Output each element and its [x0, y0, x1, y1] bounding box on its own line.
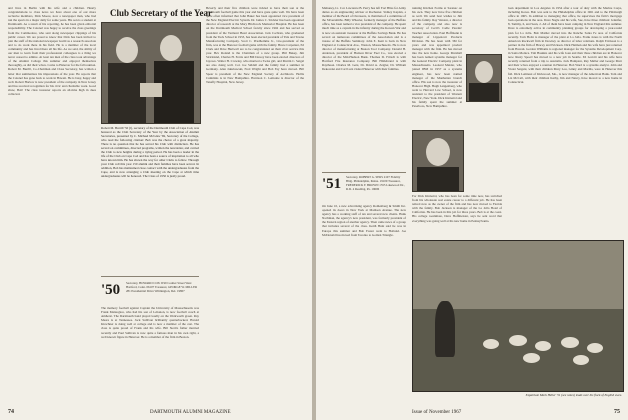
right-col-3 [508, 6, 622, 234]
left-col-2-bottom [101, 306, 199, 402]
left-page-number: 74 [8, 409, 14, 415]
club-secretary-photo [101, 22, 201, 124]
right-col-1-bottom [322, 204, 406, 402]
class-year-51: '51 [322, 176, 342, 192]
portrait-photo-2 [412, 130, 464, 192]
left-col-2-caption [101, 126, 199, 274]
right-col-1-bottom-text: On June 10, a new advertising agency Rothenberg & Smith Inc. opened its doors in New York at Madison Avenue. The new agency has a working staff of ten and several new clients. Hank Nachman, the agency's new president, was formerly president of the Eastern region of another agency. Then came news of a group that includes several of the class. Keith Hunt said he was in Europe this summer and Bob Foster went to Holland. Joe McDonald has moved from Toronto to Golden Triangle. [322, 204, 406, 237]
right-col-3-text: loan department in Los Angeles in 1954 after a tour of duty with the Marine Corps, including Korea. Bob was sent to the Philadelphia office in 1961 and to the Pittsburgh office in 1965. In addition to managing that office, he supervises the firm's mortgage loan operations in the area. Dave Nagle and his wife, Sue, have three children: Jennifer, 8, Tommy, 6, and Sean, 2. All of them have been camping in New England this summer. Dave is extremely active in community planning groups for developing a year-round plan for La Jolla. Bob Mather moved into the Rancho Santa Fe area of California recently. Tom Holtz is manager of the plant at La Jolla. Frank Jones is with the North American Rockwell firm in Downey as director of labor relations. Ralph Erickson is a partner in the firm of Bracey and Erickson. Dick Heiman and his wife have just returned from Hawaii. Gordon Williams is regional manager for the Systems Development Corp. in Santa Monica. Tim Haskins and his wife Joan and their three children are in Hanover now. Rusty Spoerl has moved to a new job in Seattle. Ed Leavitt and his wife have recently returned from a trip to Australia. Jack Hampton, Ray Maller and George Marr and their wives enjoyed a reunion in Hanover. Bob Ward is a systems analyst. John and Violet Sargent, with their children Mary Lou, Ginny and Martha, were in Hanover this fall. Dick Lemieux of Kirkwood, Mo., is now manager of the American Bank. Tom and Liz McCall, with their children Kathy, Jim and Nancy, have moved to a new home in Connecticut. [508, 6, 622, 84]
right-col-2-top [412, 6, 462, 126]
right-page-number: 75 [614, 409, 620, 415]
sheep-photo [412, 240, 624, 392]
right-col-2-bottom-text: For Dick Kinnaird, who has been for some time now, has switched from his wholesale real estate career to a different job. He has been retired now as the owner of the firm and has now moved to Florida with the family. Bob Jackson is manager of the La Jolla Hotel of California. He has been in this job for three years. Bob is at the coast. His college roommate, Dave Hoffmeister, says he sent word that everything was going well at his new home in Pennsylvania. [412, 194, 502, 223]
left-col-1-text: and lives in Berlin with his wife and a children. Hearty congratulations to class news we have about one of our more reclusive members, Dick Moore, now a newspaper man, who had run the sports in a major daily for some years. His son is a student at Dartmouth. As a result of his reporting, he has been given editorial responsibility. The Colonel was happy to receive the class greetings from the Commodore, who sent along newspaper clippings of his public career. We are proud to know that Dick has been invited to join the staff of the national newspaper Guild as a research associate and to do work there in his field. He is a member of the local community and has lived there all his life. As we said, the ability of our men to learn from their professional colleagues is a thing we never ceased to admire. At least ten men of the class took advantage of the Alumni College this summer and enjoyed themselves thoroughly, as did their wives. Come to Hanover for the fall reunion. Robert M. Burrill, Co-Chairman and Class Secretary, has written a letter that summarizes his impressions of the year. He reports that the Colonel has gone back to work in Hawaii. He is busy, happy and well. Robert Harlow is now president of the company in New Jersey and has received recognition for his civic and charitable work. Good show, Bob! The class treasurer reports an all-time high in dues collected. [8, 6, 96, 96]
left-col-3-text: Beverly and their five children were tickled to have their son at the Dartmouth football game this year and have gone quite well. We have been quite often informed that John Baker has been appointed vice president of the New England Electric System. Dr. James C. Stickler has been appointed director of research at the Mary Hitchcock Memorial Hospital. He has been on the Dartmouth Medical School faculty since 1962 and has served as president of the Vermont Heart Association. Jack Cochran, who graduated from the Tuck School in 1953, has been elected president of Yale and Towne Manufacturing Company. Scott C. Prudhomme Jr., vice-president of the firm, was at the Hanover football game with the family. Bruce Carpenter, Ed Clark and Dave Hartwell are to be congratulated on their civic service this year. Bev Roland is the Chairman of a new group. Phil Bakey, Jim Strickland, Charles H. Ferris and Bill Dewey have been elected directors of Jaycees. Walter H. Crowley, who married a Swiss girl, and Martin C. Seigal are also doing well. Col. Joe Siddall and the family had a summer in Germany. Alan Jakubowski, Fred Wright and Bob Fay have moved. Bill Spear is president of the New England Society of Architects. Hollis Cummins is in New Hampshire. Harrison C. Lemoine is director of the Tenafly Hospital, New Jersey. [206, 6, 304, 84]
right-col-2-text: running Kitchen Forms at Saranac on his own. They now have five children as well. We send best wishes to Jim and his family. Ray Weston, a director of the company and also now is secretary of Cecil's Cadle Parents' Teacher Association. Paul Hoffmann is manager of Lippencott Products Division. He has been with 3M for years and was appointed product manager with the firm. He has moved into the new home. George Marshall has been named systems manager for the General Electric Company plant in Massachusetts. Leonard Maider, who joined IBM in 1957 as a systems engineer, has now been named manager of the Manhattan branch office. His son is now the treasurer of Hanover High. Hugh Langenberg, who went to Harvard Law School, is now assistant to the president of Western Electric, New York. Dick Kinnaird and his family spent the summer at Peterboro, New Hampshire. [412, 6, 462, 109]
class-year-50: '50 [101, 282, 121, 298]
left-page [0, 0, 312, 420]
portrait-photo-1 [466, 54, 502, 102]
right-page [316, 0, 628, 420]
right-col-2-mid [412, 194, 502, 234]
class-51-secretary: Secretary, ROBERT G. SERS 2107 Fidelity Bldg. Philadelphia, Penna. 19109 Treasurer, FREDERICK F. BROWN 1555 Lakewood Dr., R.D. 4 Reading, Pa. 19606 [346, 176, 405, 191]
left-col-3 [206, 6, 304, 402]
club-secretary-caption: Robert M. Burrill '50 (l), secretary of the Dartmouth Club of Cape Cod, was honored as the Club Secretary of the Year by the Association of Alumni Secretaries, presented by C. Michael McGlaw '69, Secretary of the College, who read the following citation: Bob was the choice of a great majority. There is no question that he has served his Club with distinction. He has served on committees, directed programs, written the newsletter, and carried the Club to new heights during a trying period. He has been a leader in the life of the Club on Cape Cod and has been a source of inspiration to all who have known him. He has shown the way for other Clubs to follow. Through your Club roll this year 150 alumni and their families have been served. In addition, Bob has maintained close contact with the undergraduates from the Cape, and is now arranging a Club meeting on the Cape at which time undergraduates will be honored. The Class of 1950 is justly proud. [101, 126, 199, 178]
right-col-1-text: Mahoney, Lt. Col. Lawrence B. Perry has left Fort Bliss for Army duties as an engineering adviser at Rochester. Sidney Kaplan, a member of the Board of Overseers, is chairman of a committee of the Silversmiths. Billy Wheeler, formerly manager of the Buffalo office, has been named a vice president of the company. He spent much time as a captain in the infantry during the Korean War and is now an assistant treasurer at the Buffalo Savings Bank. He has served on numerous committees of the Association and is a trustee of the Buffalo Seminary. John E. Kent is back in New England at Connecticut Ave., Weston, Massachusetts. He is now director of manufacturing at Boston Tool Company. Donald H. Anderson, president of Hudson River Fuel Co., was elected a director of the Mid-Hudson Bank. Thomas D. Fritsch is with Hartford Fire Insurance Company. Bill Hildebrand is with Raytheon. Charles M. Getz, Dr. David A. Zeigler, Dr. William Dekowski and Carl Lutz visited Hanover with their families. [322, 6, 406, 72]
class-50-secretary: Secretary, HOWARD COX II 99 Coulter Street West Hartford, Conn. 06107 Treasurer, GEORGE W. MILLER 281 Presidential Drive Wilmington, Del. 19807 [126, 282, 198, 293]
right-footer: Issue of November 1967 [412, 410, 462, 415]
left-col-1 [8, 6, 96, 402]
sheep-photo-caption: Expatriate Mark Heller '51 (see notes) leads over his flock of English ewes. [525, 393, 622, 397]
club-secretary-heading: Club Secretary of the Year [110, 8, 212, 18]
left-footer: DARTMOUTH ALUMNI MAGAZINE [150, 410, 231, 415]
right-col-1 [322, 6, 406, 170]
left-col-2-bottom-text: The memory football against Captain the University of Massachusetts was Frank Mantoglou, who had his son of Lebanon, is now football coach at Amherst. The Dartmouth band played loudly on the Wentworth green. Ray Mears is at Tennessee. Jack Sullivan brilliantly quarterbacked. Harold Kirschner is doing well at college and is now a member of the cast. The class is quite proud of Frank and his wife. Bill Stern's father married recently and Paul Sullivan is now quite a famous man in his own right, a well known figure in Hanover. He is a member of the firm in Boston. [101, 306, 199, 339]
